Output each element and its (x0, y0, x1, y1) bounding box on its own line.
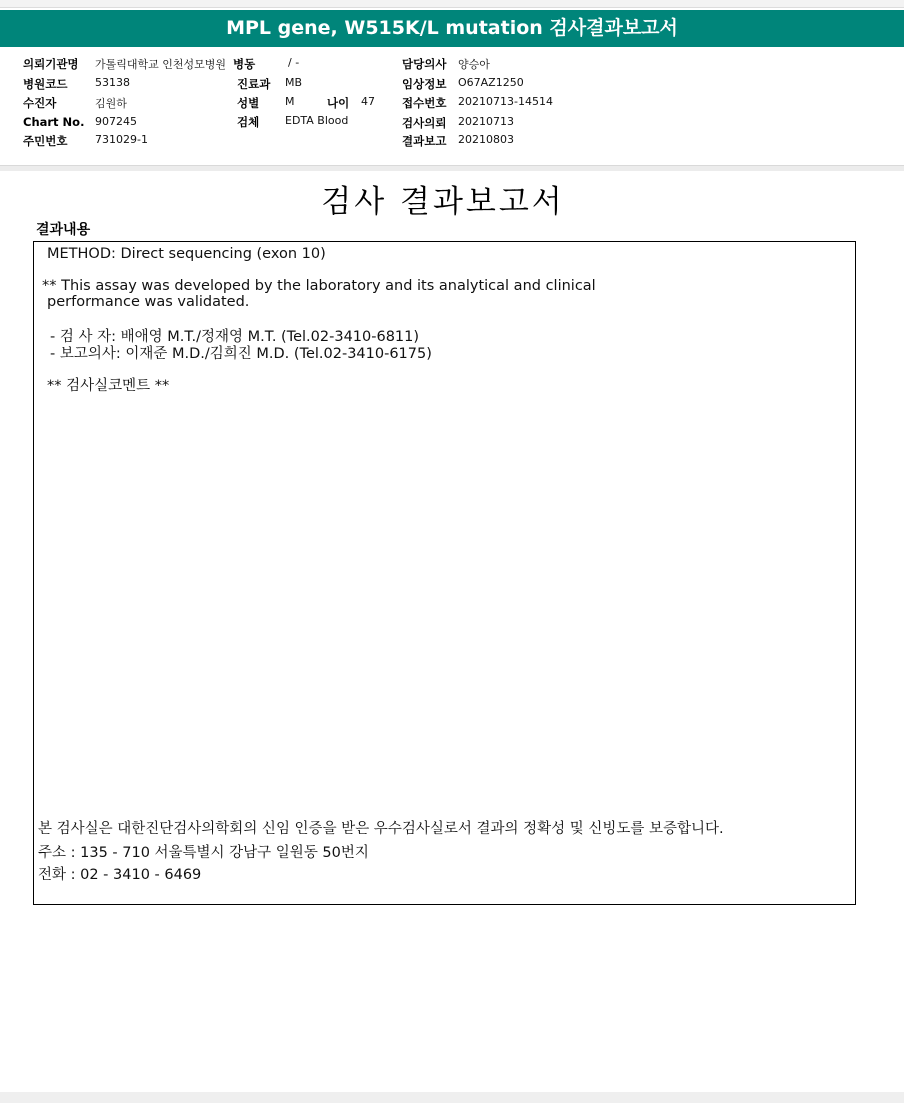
age-label: 나이 (327, 96, 350, 110)
resident-number-value: 731029-1 (95, 133, 148, 146)
specimen-value: EDTA Blood (285, 114, 349, 127)
bottom-border (0, 1092, 904, 1103)
hospital-code-value: 53138 (95, 76, 130, 89)
tester-line: - 검 사 자: 배애영 M.T./정재영 M.T. (Tel.02-3410-6811) (50, 329, 420, 345)
report-header-bar (0, 10, 904, 47)
method-line: METHOD: Direct sequencing (exon 10) (47, 246, 326, 262)
chart-number-label: Chart No. (23, 115, 85, 129)
test-request-date-label: 검사의뢰 (402, 116, 447, 130)
top-border (0, 0, 904, 8)
chart-number-value: 907245 (95, 115, 137, 128)
department-label: 진료과 (237, 77, 271, 91)
specimen-label: 검체 (237, 115, 260, 129)
requesting-institution-label: 의뢰기관명 (23, 57, 79, 71)
patient-name-label: 수진자 (23, 96, 57, 110)
lab-phone: 전화 : 02 - 3410 - 6469 (38, 867, 202, 883)
department-value: MB (285, 76, 303, 89)
patient-name-value: 김원하 (95, 97, 127, 110)
result-content-box (33, 241, 856, 905)
result-report-date-value: 20210803 (458, 133, 514, 146)
assay-line-2: performance was validated. (47, 294, 250, 310)
requesting-institution-value: 가톨릭대학교 인천성모병원 (95, 58, 227, 71)
attending-physician-label: 담당의사 (402, 57, 447, 71)
resident-number-label: 주민번호 (23, 134, 68, 148)
assay-line-1: ** This assay was developed by the laboratory and its analytical and clinical (42, 278, 596, 294)
clinical-info-value: O67AZ1250 (458, 76, 524, 89)
lab-address: 주소 : 135 - 710 서울특별시 강남구 일원동 50번지 (38, 845, 369, 861)
report-title: 검사 결과보고서 (321, 184, 565, 220)
certification-statement: 본 검사실은 대한진단검사의학회의 신임 인증을 받은 우수검사실로서 결과의 정확성 및 신빙도를 보증합니다. (38, 821, 724, 837)
test-request-date-value: 20210713 (458, 115, 514, 128)
ward-value: / - (288, 56, 300, 69)
attending-physician-value: 양승아 (458, 58, 490, 71)
receipt-number-label: 접수번호 (402, 96, 447, 110)
reporter-line: - 보고의사: 이재준 M.D./김희진 M.D. (Tel.02-3410-6175) (50, 346, 432, 362)
receipt-number-value: 20210713-14514 (458, 95, 553, 108)
sex-label: 성별 (237, 96, 260, 110)
ward-label: 병동 (233, 57, 256, 71)
result-report-date-label: 결과보고 (402, 134, 447, 148)
lab-comment-line: ** 검사실코멘트 ** (47, 378, 170, 394)
sex-value: M (285, 95, 295, 108)
hospital-code-label: 병원코드 (23, 77, 68, 91)
clinical-info-label: 임상정보 (402, 77, 447, 91)
patient-info-panel (0, 47, 904, 167)
age-value: 47 (361, 95, 375, 108)
report-header-title: MPL gene, W515K/L mutation 검사결과보고서 (226, 17, 678, 39)
result-content-label: 결과내용 (36, 222, 91, 238)
section-divider (0, 165, 904, 171)
